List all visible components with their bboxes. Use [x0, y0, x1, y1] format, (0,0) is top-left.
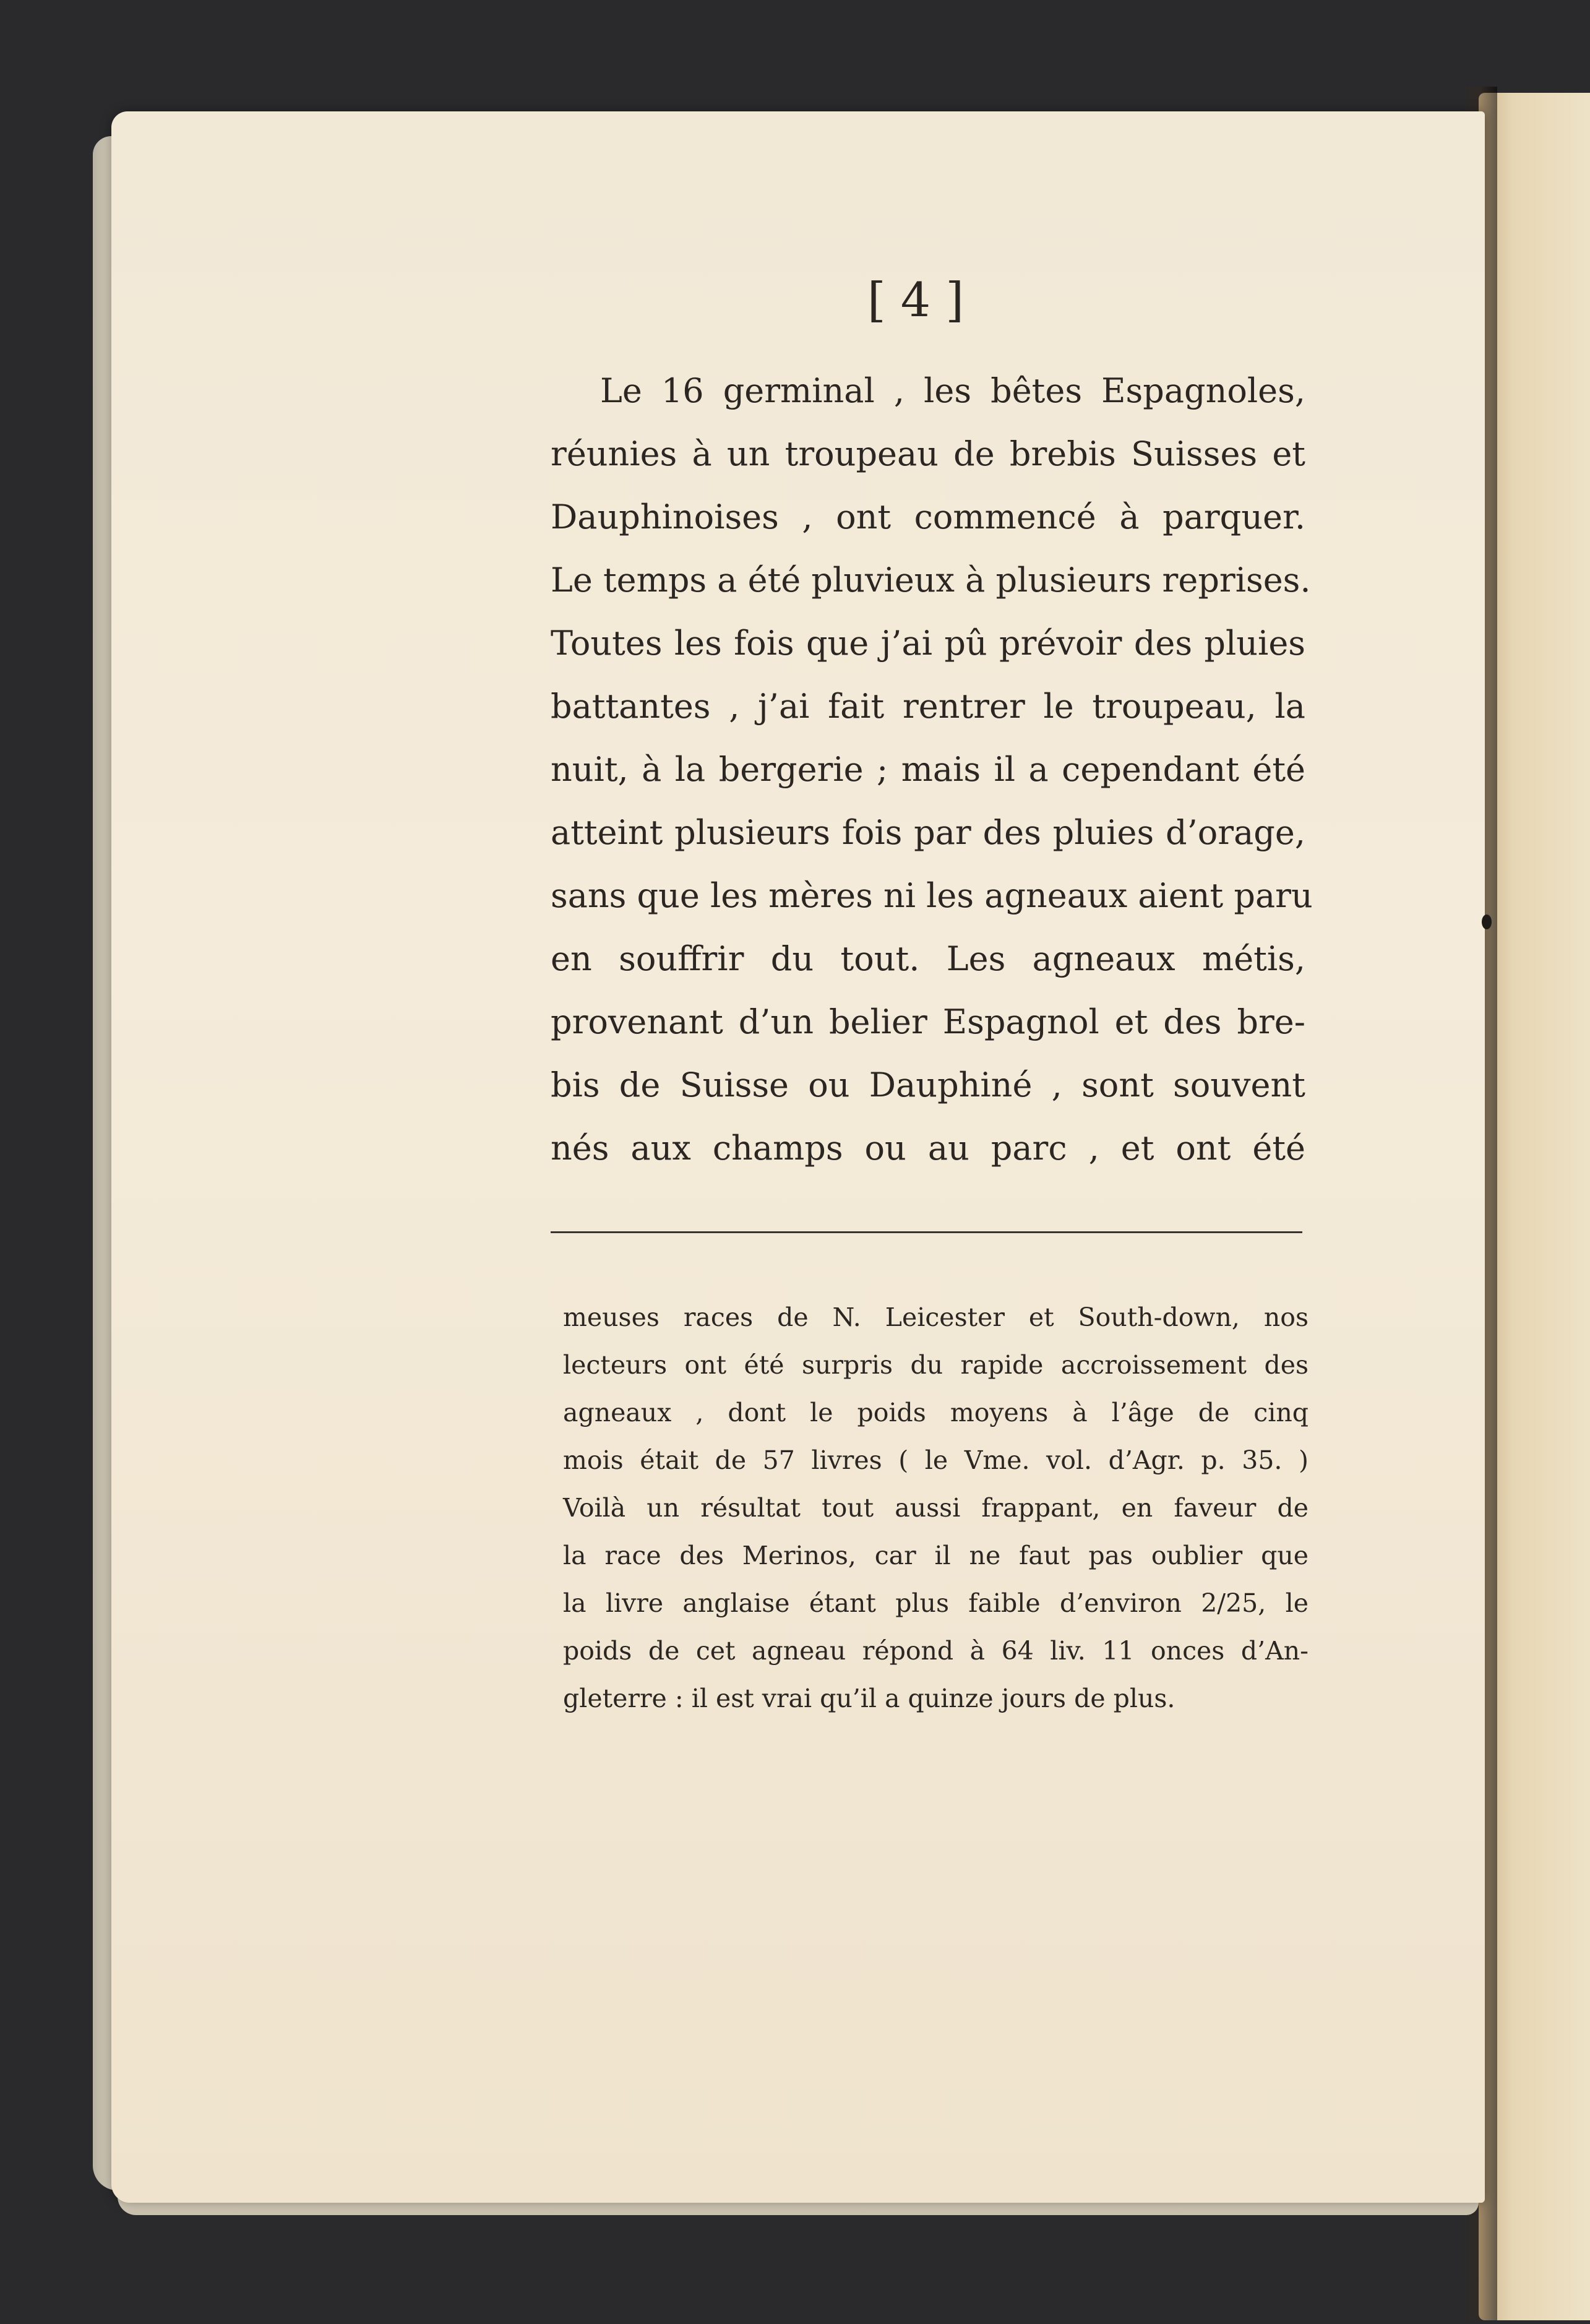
main-text-line: provenant d’un belier Espagnol et des bre-: [551, 1002, 1305, 1041]
main-text-line: Toutes les fois que j’ai pû prévoir des pluies: [551, 624, 1305, 663]
footnote-line: mois était de 57 livres ( le Vme. vol. d’Agr. p. 35. ): [563, 1445, 1309, 1475]
footnote-separator-rule: [551, 1231, 1302, 1233]
footnote-line: gleterre : il est vrai qu’il a quinze jours de plus.: [563, 1684, 1175, 1713]
footnote-line: poids de cet agneau répond à 64 liv. 11 onces d’An-: [563, 1636, 1309, 1666]
main-text-line: bis de Suisse ou Dauphiné , sont souvent: [551, 1065, 1305, 1104]
page-number: [ 4 ]: [867, 272, 964, 327]
main-text-line: nés aux champs ou au parc , et ont été: [551, 1129, 1305, 1168]
ink-spot-mark: [1482, 915, 1492, 929]
main-text-line: battantes , j’ai fait rentrer le troupeau, la: [551, 687, 1305, 726]
main-text-line: sans que les mères ni les agneaux aient paru: [551, 876, 1313, 915]
footnote-line: lecteurs ont été surpris du rapide accroissement des: [563, 1350, 1309, 1380]
main-text-line: Dauphinoises , ont commencé à parquer.: [551, 497, 1305, 536]
footnote-line: la livre anglaise étant plus faible d’environ 2/25, le: [563, 1588, 1309, 1618]
footnote-line: agneaux , dont le poids moyens à l’âge de cinq: [563, 1398, 1309, 1427]
footnote-line: la race des Merinos, car il ne faut pas oublier que: [563, 1541, 1309, 1570]
main-text-line: Le 16 germinal , les bêtes Espagnoles,: [600, 371, 1305, 410]
main-text-line: en souffrir du tout. Les agneaux métis,: [551, 939, 1305, 978]
main-text-line: Le temps a été pluvieux à plusieurs reprises.: [551, 561, 1311, 600]
footnote-line: meuses races de N. Leicester et South-down, nos: [563, 1302, 1309, 1332]
main-text-line: atteint plusieurs fois par des pluies d’orage,: [551, 813, 1305, 852]
footnote-line: Voilà un résultat tout aussi frappant, en faveur de: [563, 1493, 1309, 1523]
main-text-line: réunies à un troupeau de brebis Suisses et: [551, 434, 1305, 473]
main-text-line: nuit, à la bergerie ; mais il a cependant été: [551, 750, 1305, 789]
